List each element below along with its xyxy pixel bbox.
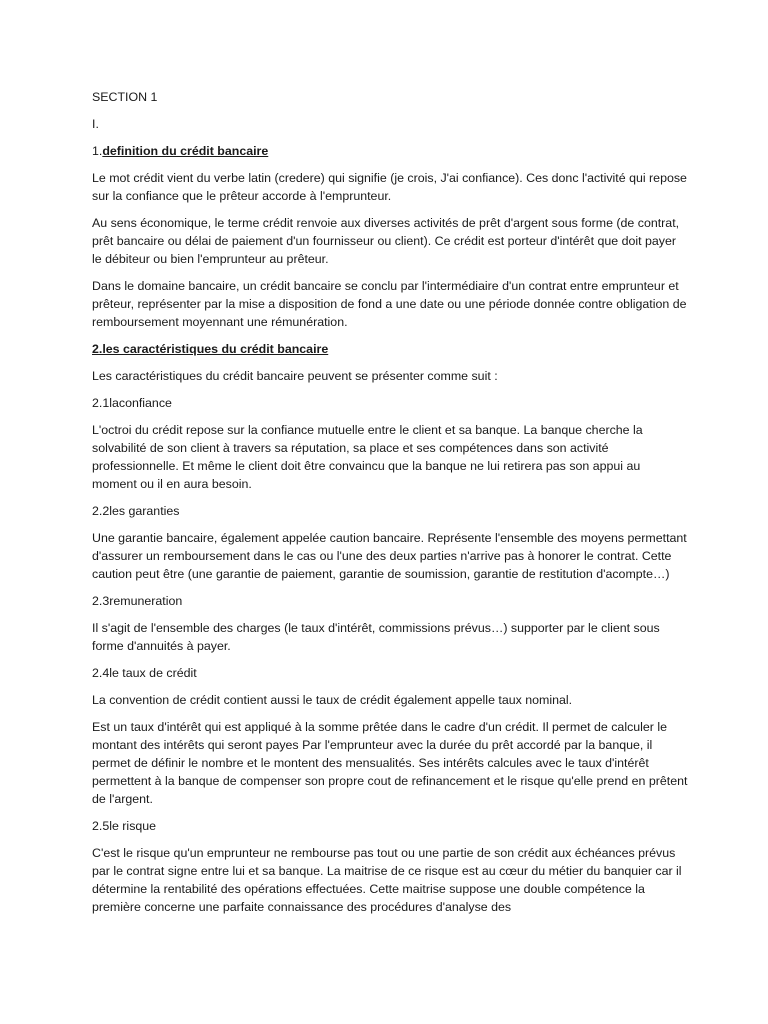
heading-2-2: 2.2les garanties xyxy=(92,504,180,518)
heading-1-number: 1. xyxy=(92,144,103,158)
heading-2-3: 2.3remuneration xyxy=(92,594,183,608)
roman-numeral: I. xyxy=(92,117,99,131)
paragraph-1: Le mot crédit vient du verbe latin (credere) qui signifie (je crois, J'ai confiance). Ces donc l'activité qui repose sur la confiance que le prêteur accorde à l'emprunteur. xyxy=(92,171,687,203)
paragraph-2: Au sens économique, le terme crédit renvoie aux diverses activités de prêt d'argent sous forme (de contrat, prêt bancaire ou délai de paiement d'un fournisseur ou client). Ce crédit est porteur d'intérêt que doit payer le débiteur ou bien l'emprunteur au prêteur. xyxy=(92,216,680,266)
paragraph-4: Les caractéristiques du crédit bancaire peuvent se présenter comme suit : xyxy=(92,369,498,383)
heading-1 xyxy=(92,142,688,160)
paragraph-8: La convention de crédit contient aussi le taux de crédit également appelle taux nominal. xyxy=(92,693,573,707)
heading-2: 2.les caractéristiques du crédit bancaire xyxy=(92,342,329,356)
paragraph-7: Il s'agit de l'ensemble des charges (le taux d'intérêt, commissions prévus…) supporter par le client sous forme d'annuités à payer. xyxy=(92,621,660,653)
heading-2-5: 2.5le risque xyxy=(92,819,157,833)
paragraph-3: Dans le domaine bancaire, un crédit bancaire se conclu par l'intermédiaire d'un contrat entre emprunteur et prêteur, représenter par la mise a disposition de fond a une date ou une période donnée contre obligation de remboursement moyennant une rémunération. xyxy=(92,279,687,329)
paragraph-10: C'est le risque qu'un emprunteur ne rembourse pas tout ou une partie de son crédit aux échéances prévus par le contrat signe entre lui et sa banque. La maitrise de ce risque est au cœur du métier du banquier car il détermine la rentabilité des opérations effectuées. Cette maitrise suppose une double compétence la première concerne une parfaite connaissance des procédures d'analyse des xyxy=(92,846,682,914)
document-page xyxy=(92,88,688,925)
heading-2-1: 2.1laconfiance xyxy=(92,396,172,410)
heading-2-4: 2.4le taux de crédit xyxy=(92,666,197,680)
paragraph-9: Est un taux d'intérêt qui est appliqué à la somme prêtée dans le cadre d'un crédit. Il permet de calculer le montant des intérêts qui seront payes Par l'emprunteur avec la durée du prêt accordé par la banque, il permet de définir le nombre et le montent des mensualités. Ses intérêts calcules avec le taux d'intérêt permettent à la banque de compenser son propre cout de refinancement et le risque qu'elle prend en prêtent de l'argent. xyxy=(92,720,688,806)
paragraph-5: L'octroi du crédit repose sur la confiance mutuelle entre le client et sa banque. La banque cherche la solvabilité de son client à travers sa réputation, sa place et ses compétences dans son activité professionnelle. Et même le client doit être convaincu que la banque ne lui retirera pas son appui au moment ou il en aura besoin. xyxy=(92,423,643,491)
section-label: SECTION 1 xyxy=(92,90,158,104)
heading-1-title: definition du crédit bancaire xyxy=(102,144,269,158)
paragraph-6: Une garantie bancaire, également appelée caution bancaire. Représente l'ensemble des moyens permettant d'assurer un remboursement dans le cas ou l'une des deux parties n'arrive pas à honorer le contrat. Cette caution peut être (une garantie de paiement, garantie de soumission, garantie de restitution d'acompte…) xyxy=(92,531,687,581)
